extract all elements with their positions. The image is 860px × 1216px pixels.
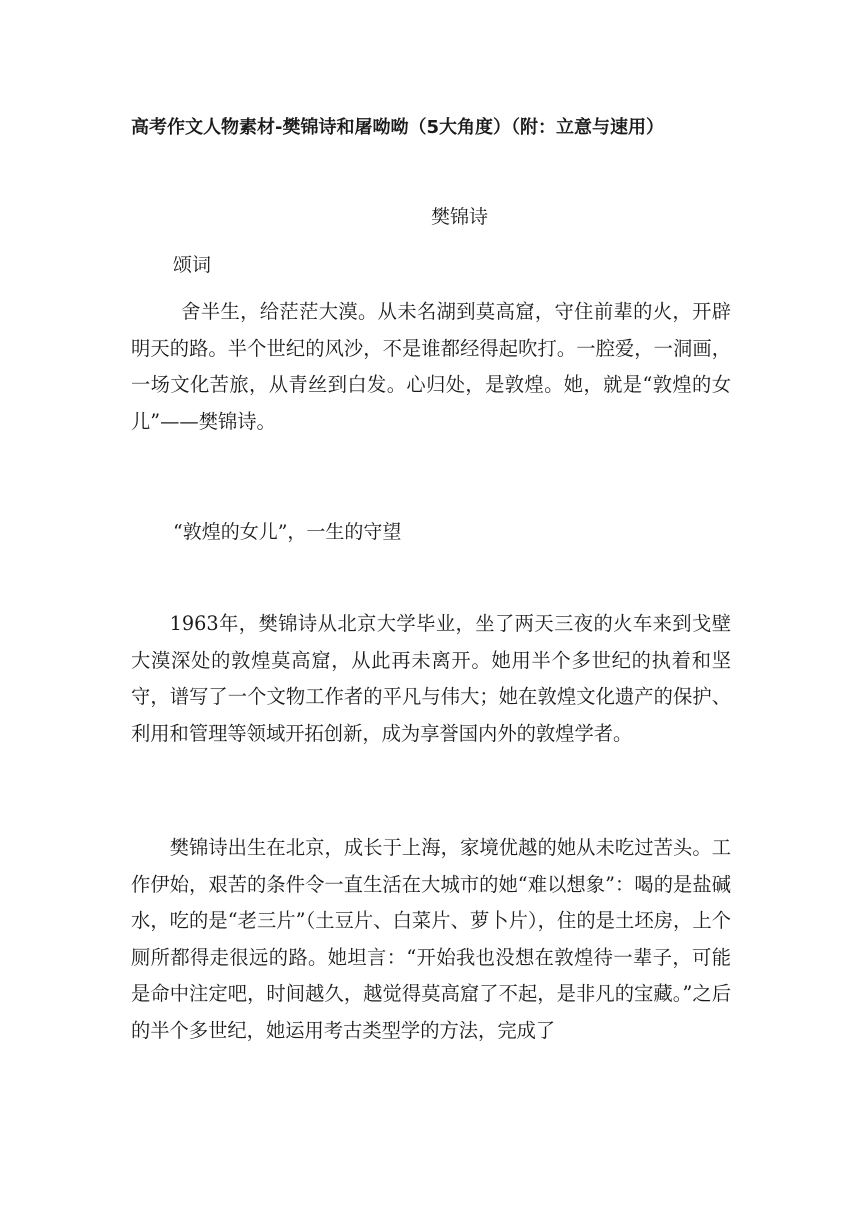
document-title: 高考作文人物素材-樊锦诗和屠呦呦（5大角度）（附：立意与速用） [131, 117, 664, 138]
section-label: 颂词 [173, 254, 212, 276]
tribute-paragraph: 舍半生，给茫茫大漠。从未名湖到莫高窟，守住前辈的火，开辟明天的路。半个世纪的风沙，不是谁都经得起吹打。一腔爱，一洞画，一场文化苦旅，从青丝到白发。心归处，是敦煌。她，就是“敦煌的女儿”——樊锦诗。 [131, 300, 731, 433]
body-paragraph-1: 1963年，樊锦诗从北京大学毕业，坐了两天三夜的火车来到戈壁大漠深处的敦煌莫高窟，从此再未离开。她用半个多世纪的执着和坚守，谱写了一个文物工作者的平凡与伟大；她在敦煌文化遗产的保护、利用和管理等领域开拓创新，成为享誉国内外的敦煌学者。 [131, 612, 731, 745]
person-name-subtitle: 樊锦诗 [431, 206, 489, 228]
section-heading: “敦煌的女儿”，一生的守望 [173, 521, 402, 543]
body-paragraph-2: 樊锦诗出生在北京，成长于上海，家境优越的她从未吃过苦头。工作伊始，艰苦的条件令一直生活在大城市的她“难以想象”：喝的是盐碱水，吃的是“老三片”（土豆片、白菜片、萝卜片），住的是土坯房，上个厕所都得走很远的路。她坦言：“开始我也没想在敦煌待一辈子，可能是命中注定吧，时间越久，越觉得莫高窟了不起，是非凡的宝藏。”之后的半个多世纪，她运用考古类型学的方法，完成了 [131, 836, 731, 1042]
